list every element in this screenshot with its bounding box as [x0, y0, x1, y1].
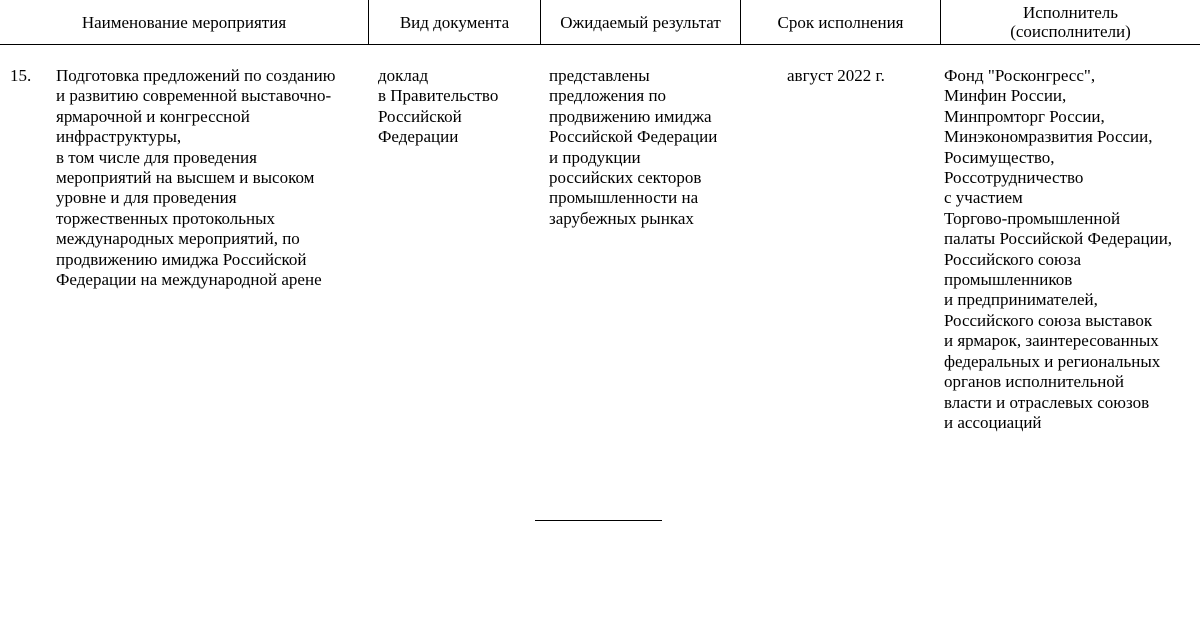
header-co-executor-label: (соисполнители) [1010, 22, 1131, 41]
executor-line: Минфин России, [944, 86, 1067, 106]
event-name-line: и развитию современной выставочно- [56, 86, 332, 106]
executor-line: Россотрудничество [944, 168, 1084, 188]
cell-expected-result [549, 66, 739, 229]
cell-executor [944, 66, 1196, 433]
expected-result-line: промышленности на [549, 188, 699, 208]
event-name-line: Подготовка предложений по созданию [56, 66, 336, 85]
executor-line: и ярмарок, заинтересованных [944, 331, 1159, 351]
event-name-line: мероприятий на высшем и высоком [56, 168, 315, 188]
expected-result-line: зарубежных рынках [549, 208, 694, 228]
cell-document-type [378, 66, 538, 148]
event-name-line: международных мероприятий, по [56, 229, 300, 249]
header-expected-result: Ожидаемый результат [560, 12, 721, 32]
expected-result-line: и продукции [549, 147, 641, 167]
event-name-line: инфраструктуры, [56, 127, 182, 147]
cell-event-name [56, 66, 364, 290]
document-type-line: Федерации [378, 127, 459, 147]
header-executor [941, 0, 1200, 44]
header-deadline: Срок исполнения [777, 12, 904, 32]
expected-result-line: предложения по [549, 86, 667, 106]
event-name-line: уровне и для проведения [56, 188, 237, 208]
table-header-row [0, 0, 1200, 45]
executor-line: власти и отраслевых союзов [944, 392, 1150, 412]
executor-line: Фонд "Росконгресс", [944, 66, 1096, 85]
expected-result-line: Российской Федерации [549, 127, 718, 147]
event-name-line: Федерации на международной арене [56, 270, 322, 290]
cell-deadline: август 2022 г. [787, 66, 885, 85]
executor-line: органов исполнительной [944, 372, 1124, 392]
executor-line: Минэкономразвития России, [944, 127, 1153, 147]
header-event-name: Наименование мероприятия [81, 12, 287, 32]
executor-line: промышленников [944, 270, 1073, 290]
executor-line: и ассоциаций [944, 412, 1042, 432]
event-name-line: в том числе для проведения [56, 147, 257, 167]
document-type-line: доклад [378, 66, 429, 85]
row-number: 15. [10, 66, 32, 85]
executor-line: и предпринимателей, [944, 290, 1098, 310]
document-type-line: Российской [378, 106, 462, 126]
document-type-line: в Правительство [378, 86, 499, 106]
expected-result-line: российских секторов [549, 168, 702, 188]
end-of-table-rule [535, 520, 662, 521]
executor-line: с участием [944, 188, 1023, 208]
header-document-type: Вид документа [399, 12, 510, 32]
executor-line: Росимущество, [944, 147, 1055, 167]
event-name-line: торжественных протокольных [56, 208, 276, 228]
executor-line: палаты Российской Федерации, [944, 229, 1173, 249]
executor-line: федеральных и региональных [944, 351, 1161, 371]
event-name-line: продвижению имиджа Российской [56, 249, 307, 269]
executor-line: Минпромторг России, [944, 106, 1105, 126]
expected-result-line: продвижению имиджа [549, 106, 712, 126]
header-executor-label: Исполнитель [1022, 3, 1119, 22]
event-name-line: ярмарочной и конгрессной [56, 106, 250, 126]
executor-line: Российского союза [944, 249, 1081, 269]
expected-result-line: представлены [549, 66, 650, 85]
executor-line: Торгово-промышленной [944, 208, 1121, 228]
executor-line: Российского союза выставок [944, 310, 1153, 330]
